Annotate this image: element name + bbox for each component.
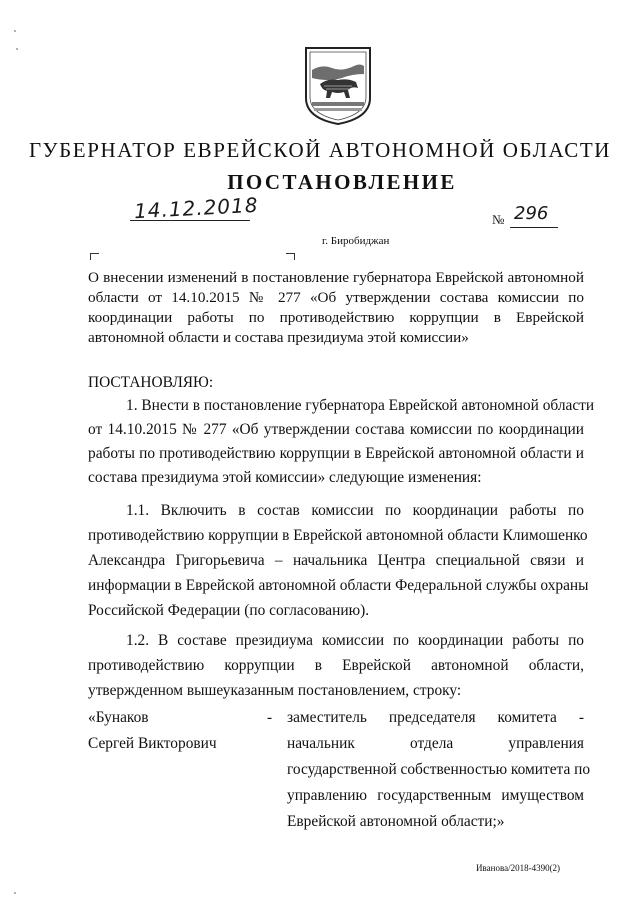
subject-corner-left	[90, 253, 99, 260]
paragraph-1-line: состава президиума этой комиссии» следующие изменения:	[88, 469, 482, 486]
paragraph-1-1-line: Российской Федерации (по согласованию).	[88, 602, 370, 619]
paragraph-1-line: работы по противодействию коррупции в Еврейской автономной области и	[88, 445, 584, 462]
paragraph-1-line: 1. Внести в постановление губернатора Еврейской автономной области	[126, 397, 595, 414]
subject-line: координации работы по противодействию коррупции в Еврейской	[88, 309, 584, 326]
paragraph-1-2-line: противодействию коррупции в Еврейской автономной области,	[88, 657, 584, 674]
paragraph-1-1-line: Александра Григорьевича – начальника Центра специальной связи и	[88, 552, 584, 569]
paragraph-1-1-line: информации в Еврейской автономной области Федеральной службы охраны	[88, 577, 589, 594]
number-label: №	[492, 212, 505, 227]
number-underline	[510, 227, 558, 228]
coat-of-arms-emblem	[302, 44, 374, 126]
footer-reference: Иванова/2018-4390(2)	[476, 863, 561, 873]
table-position-line: управлению государственным имуществом	[287, 787, 584, 804]
subject-line: О внесении изменений в постановление губернатора Еврейской автономной	[88, 269, 584, 286]
table-name-line: Сергей Викторович	[88, 735, 217, 752]
table-position-line: начальник отдела управления	[287, 735, 584, 752]
handwritten-date: 14.12.2018	[133, 192, 260, 224]
handwritten-number: 296	[514, 203, 549, 224]
city-label: г. Биробиджан	[322, 235, 390, 247]
subject-line: области от 14.10.2015 № 277 «Об утверждении состава комиссии по	[88, 289, 584, 306]
decree-word: ПОСТАНОВЛЯЮ:	[88, 374, 214, 391]
document-type-title: ПОСТАНОВЛЕНИЕ	[227, 170, 457, 194]
paragraph-1-1-line: 1.1. Включить в состав комиссии по координации работы по	[126, 502, 584, 519]
table-dash: -	[267, 709, 273, 726]
scan-speck	[14, 30, 16, 32]
issuer-title: ГУБЕРНАТОР ЕВРЕЙСКОЙ АВТОНОМНОЙ ОБЛАСТИ	[28, 138, 612, 162]
table-position-line: заместитель председателя комитета -	[287, 709, 584, 726]
subject-corner-right	[286, 253, 295, 260]
scan-speck	[14, 892, 16, 894]
scan-speck	[16, 48, 18, 50]
table-name-line: «Бунаков	[88, 709, 149, 726]
paragraph-1-line: от 14.10.2015 № 277 «Об утверждении состава комиссии по координации	[88, 421, 584, 438]
subject-line: автономной области и состава президиума этой комиссии»	[88, 329, 469, 346]
date-underline	[130, 220, 250, 221]
paragraph-1-1-line: противодействию коррупции в Еврейской автономной области Климошенко	[88, 527, 588, 544]
table-position-line: государственной собственностью комитета по	[287, 761, 591, 778]
paragraph-1-2-line: утвержденном вышеуказанным постановлением, строку:	[88, 682, 462, 699]
table-position-line: Еврейской автономной области;»	[287, 813, 505, 830]
paragraph-1-2-line: 1.2. В составе президиума комиссии по координации работы по	[126, 632, 584, 649]
